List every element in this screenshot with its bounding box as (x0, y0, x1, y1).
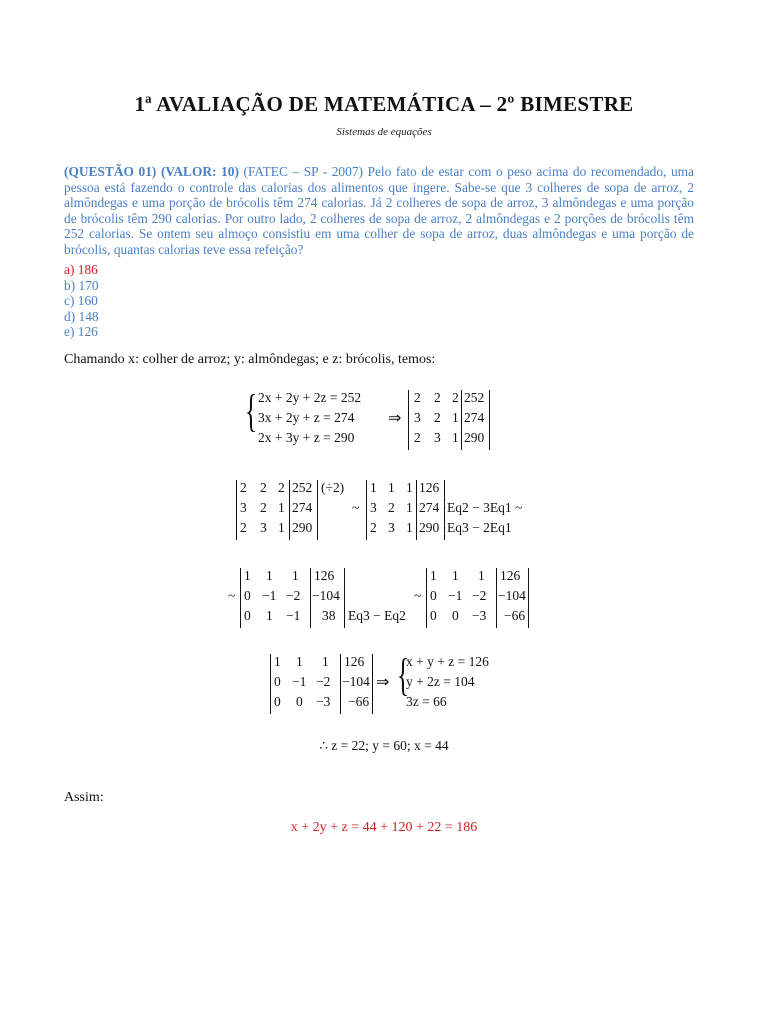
option-a: a) 186 (64, 262, 98, 277)
tilde-symbol: ~ (228, 588, 236, 603)
matrix-bar-right (528, 568, 529, 628)
question-header: (QUESTÃO 01) (VALOR: 10) (64, 164, 239, 179)
matrix2b-cell: 1 (370, 480, 377, 495)
option-d: d) 148 (64, 308, 99, 324)
equation-3: 3z = 66 (406, 694, 447, 709)
equation-2: y + 2z = 104 (406, 674, 475, 689)
matrix-bar-right (444, 480, 445, 540)
matrix3-cell: −1 (262, 588, 277, 603)
matrix2b-cell: 2 (370, 520, 377, 535)
matrix4-cell: −104 (498, 588, 526, 603)
page-title: 1ª AVALIAÇÃO DE MATEMÁTICA – 2º BIMESTRE (134, 92, 634, 116)
matrix2a-cell: 274 (292, 500, 313, 515)
matrix3-cell: 1 (292, 568, 299, 583)
matrix5-cell: 126 (344, 654, 365, 669)
option-b: b) 170 (64, 277, 99, 293)
matrix-bar-mid (310, 568, 311, 628)
matrix5-cell: −66 (348, 694, 370, 709)
matrix2a-cell: 3 (240, 500, 247, 515)
row-reduction-step-1 (234, 478, 554, 544)
left-brace-icon: { (396, 649, 410, 700)
implies-arrow-icon: ⇒ (376, 674, 390, 691)
option-e: e) 126 (64, 324, 98, 340)
matrix2b-cell: 2 (388, 500, 395, 515)
matrix2a-cell: 2 (240, 480, 247, 495)
matrix1-cell: 1 (452, 430, 459, 445)
matrix-bar-right (317, 480, 318, 540)
matrix4-cell: 0 (430, 588, 437, 603)
matrix-bar-right (489, 390, 490, 450)
matrix2a-cell: 1 (278, 520, 285, 535)
matrix3-cell: 126 (314, 568, 335, 583)
matrix2a-cell: 2 (240, 520, 247, 535)
matrix-bar-left (240, 568, 241, 628)
matrix5-cell: 0 (296, 694, 303, 709)
page-subtitle: Sistemas de equações (336, 126, 432, 138)
matrix-bar-mid (461, 390, 462, 450)
matrix1-cell: 2 (434, 410, 441, 425)
matrix3-cell: −104 (312, 588, 340, 603)
matrix5-cell: 1 (296, 654, 303, 669)
matrix1-cell: 2 (434, 390, 441, 405)
matrix4-cell: −3 (472, 608, 487, 623)
tilde-symbol: ~ (414, 588, 422, 603)
matrix-bar-mid (416, 480, 417, 540)
matrix1-cell: 3 (434, 430, 441, 445)
question-body: (FATEC – SP - 2007) Pelo fato de estar com o peso acima do recomendado, uma pessoa está fazendo o controle das calorias dos alimentos que ingere. Sabe-se que 3 colheres de sopa de arroz, 2 almôndegas e uma porção de brócolis têm 274 calorias. Já 2 colheres de sopa de arroz, 3 almôndegas e uma porção de brócolis têm 290 calorias. Por outro lado, 2 colheres de sopa de arroz, 2 almôndegas e 2 porções de brócolis têm 252 calorias. Se ontem seu almoço consistiu em uma colher de sopa de arroz, duas almôndegas e uma porção de brócolis, quantas calorias teve essa refeição? (64, 164, 695, 257)
matrix2b-cell: 126 (419, 480, 440, 495)
matrix2a-cell: 2 (260, 500, 267, 515)
matrix1-cell: 2 (452, 390, 459, 405)
matrix4-cell: −2 (472, 588, 487, 603)
matrix4-cell: −66 (504, 608, 526, 623)
matrix-bar-mid (496, 568, 497, 628)
matrix2b-cell: 1 (406, 480, 413, 495)
matrix2a-cell: 1 (278, 500, 285, 515)
answer-options (64, 262, 99, 340)
row-op: Eq3 − 2Eq1 (447, 520, 512, 535)
matrix2a-cell: 3 (260, 520, 267, 535)
matrix5-cell: 1 (274, 654, 281, 669)
matrix1-cell: 290 (464, 430, 485, 445)
matrix5-cell: −1 (292, 674, 307, 689)
matrix1-cell: 2 (414, 390, 421, 405)
matrix-bar-mid (289, 480, 290, 540)
matrix3-cell: 1 (244, 568, 251, 583)
matrix4-cell: 1 (430, 568, 437, 583)
matrix1-cell: 252 (464, 390, 485, 405)
matrix3-cell: 1 (266, 568, 273, 583)
matrix3-cell: 0 (244, 588, 251, 603)
matrix2a-cell: 252 (292, 480, 313, 495)
matrix2b-cell: 290 (419, 520, 440, 535)
matrix3-cell: −1 (286, 608, 301, 623)
tilde-symbol: ~ (352, 500, 360, 515)
matrix2a-cell: 2 (260, 480, 267, 495)
matrix3-cell: 0 (244, 608, 251, 623)
equation-3: 2x + 3y + z = 290 (258, 430, 355, 445)
matrix-bar-left (270, 654, 271, 714)
conclusion-block (0, 738, 768, 754)
final-system-block (268, 649, 508, 718)
matrix4-cell: 0 (452, 608, 459, 623)
matrix-bar-left (366, 480, 367, 540)
assim-label: Assim: (64, 790, 104, 805)
matrix-bar-mid (340, 654, 341, 714)
matrix5-cell: 0 (274, 694, 281, 709)
matrix4-cell: 126 (500, 568, 521, 583)
option-c: c) 160 (64, 293, 98, 309)
matrix1-cell: 274 (464, 410, 485, 425)
matrix4-cell: −1 (448, 588, 463, 603)
matrix2b-cell: 1 (388, 480, 395, 495)
matrix5-cell: 1 (322, 654, 329, 669)
matrix2a-cell: 2 (278, 480, 285, 495)
matrix5-cell: 0 (274, 674, 281, 689)
matrix1-cell: 2 (414, 430, 421, 445)
matrix4-cell: 0 (430, 608, 437, 623)
system-block-1 (240, 385, 540, 454)
row-op: Eq3 − Eq2 (348, 608, 406, 623)
matrix3-cell: 1 (266, 608, 273, 623)
matrix2b-cell: 274 (419, 500, 440, 515)
matrix5-cell: −2 (316, 674, 331, 689)
matrix1-cell: 3 (414, 410, 421, 425)
matrix2b-cell: 3 (388, 520, 395, 535)
matrix3-cell: 38 (322, 608, 336, 623)
matrix1-cell: 1 (452, 410, 459, 425)
matrix2a-cell: 290 (292, 520, 313, 535)
row-op: Eq2 − 3Eq1 ~ (447, 500, 523, 515)
matrix3-cell: −2 (286, 588, 301, 603)
final-answer: x + 2y + z = 44 + 120 + 22 = 186 (290, 820, 478, 835)
matrix5-cell: −104 (342, 674, 370, 689)
matrix-bar-right (344, 568, 345, 628)
matrix5-cell: −3 (316, 694, 331, 709)
equation-1: 2x + 2y + 2z = 252 (258, 390, 362, 405)
matrix-bar-left (426, 568, 427, 628)
left-brace-icon: { (244, 385, 258, 436)
matrix4-cell: 1 (478, 568, 485, 583)
divide-op: (÷2) (321, 480, 345, 495)
question-text (64, 164, 694, 258)
matrix4-cell: 1 (452, 568, 459, 583)
matrix-bar-left (408, 390, 409, 450)
matrix-bar-left (236, 480, 237, 540)
matrix2b-cell: 3 (370, 500, 377, 515)
matrix-bar-right (372, 654, 373, 714)
equation-2: 3x + 2y + z = 274 (258, 410, 355, 425)
row-reduction-step-2 (228, 566, 558, 632)
solution-intro: Chamando x: colher de arroz; y: almôndegas; e z: brócolis, temos: (64, 352, 436, 367)
matrix2b-cell: 1 (406, 520, 413, 535)
implies-arrow-icon: ⇒ (388, 410, 402, 427)
equation-1: x + y + z = 126 (406, 654, 489, 669)
matrix2b-cell: 1 (406, 500, 413, 515)
conclusion-text: ∴ z = 22; y = 60; x = 44 (319, 738, 449, 753)
